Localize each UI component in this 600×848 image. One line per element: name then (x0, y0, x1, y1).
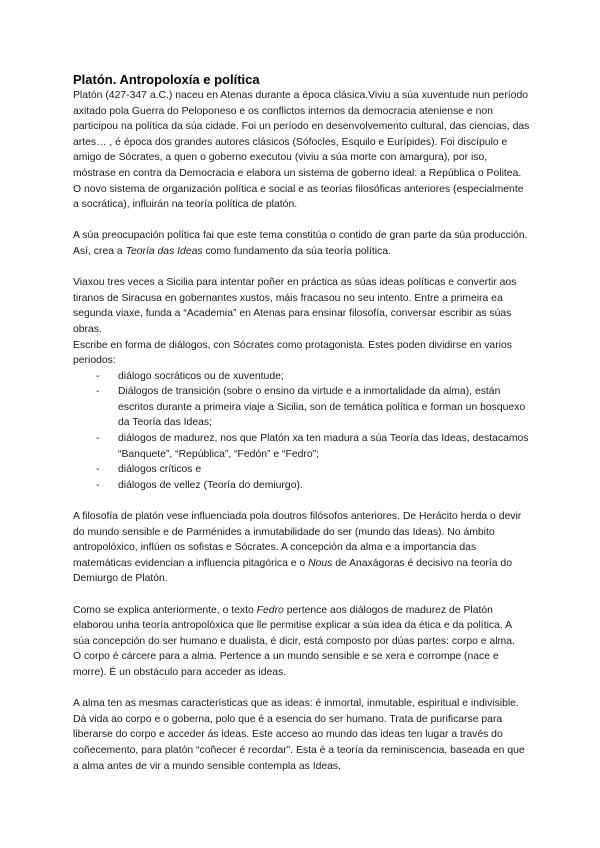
paragraph-body: O corpo é cárcere para a alma. Pertence a un mundo sensible e se xera e corrompe (nace e morre). É un obstáculo para acceder as ideas. (73, 651, 499, 678)
paragraph-political-system: O novo sistema de organización política e social e as teorías filosóficas anteriores (especialmente a socrática), influirán na teoría política de platón. (73, 183, 524, 211)
list-item: - diálogo socráticos ou de xuventude; (73, 369, 531, 385)
paragraph-influences (73, 509, 531, 587)
paragraph-fedro (73, 603, 531, 650)
text-run: pertence aos diálogos de madurez de Platón elaborou unha teoría antropolóxica que lle permitise explicar a súa idea da ética e da política. A súa concepción do ser humano e dualista, é dicir, está composto por dúas partes: corpo e alma. (73, 604, 515, 647)
paragraph-dialogues-intro: Escribe en forma de diálogos, con Sócrates como protagonista. Estes poden dividirse en varios periodos: (73, 339, 512, 367)
document-title: Platón. Antropoloxía e política (73, 72, 260, 87)
emphasis-theory-of-ideas: Teoría das Ideas (125, 245, 203, 257)
paragraph-gap (73, 681, 531, 697)
emphasis-nous: Nous (308, 557, 333, 569)
text-run: de Anaxágoras é decisivo na teoría do Demiurgo de Platón. (73, 557, 512, 585)
emphasis-fedro: Fedro (256, 604, 284, 616)
paragraph-gap (73, 260, 531, 276)
paragraph-soul: A alma ten as mesmas características que as ideas: é inmortal, inmutable, espiritual e indivisible. Dá vida ao corpo e o goberna, polo que é a esencia do ser humano. Trata de purificarse para liberarse do corpo e acceder ás ideas. Este acceso ao mundo das ideas ten lugar a través do coñecemento, para platón “coñecer é recordar”. Esta é a teoría da reminiscencia, baseada en que a alma antes de vir a mundo sensible contempla as Ideas, (73, 698, 525, 772)
document-body (73, 72, 531, 774)
paragraph-gap (73, 213, 531, 229)
paragraph-gap (73, 587, 531, 603)
text-run: Como se explica anteriormente, o texto (73, 604, 257, 616)
paragraph-biography: Platón (427-347 a.C.) naceu en Atenas durante a época clásica.Viviu a súa xuventude nun período axitado pola Guerra do Peloponeso e os conflictos internos da democracia ateniense e non participou na política da súa cidade. Foi un período en desenvolvemento cultural, das ciencias, das artes… , é época dos grandes autores clásicos (Sófocles, Esquilo e Eurípides). Foi discípulo e amigo de Sócrates, a quen o goberno executou (viviu a súa morte con amargura), por iso, móstrase en contra da Democracia e elabora un sistema de goberno ideal: a República o Politea. (73, 90, 530, 179)
list-item: - Diálogos de transición (sobre o ensino da virtude e a inmortalidade da alma), están escritos durante a primeira viaje a Sicilia, son de temática política e forman un bosquexo da Teoría das Ideas; (73, 384, 531, 431)
text-run: A filosofía de platón vese influenciada pola doutros filósofos anteriores. De Herácito herda o devir do mundo sensible e de Parménides a inmutabilidade do ser (mundo das Ideas). No ámbito antropolóxico, inflúen os sofistas e Sócrates. A concepción da alma e a importancia das matemáticas evidencian a influencia pitagórica e o (73, 511, 522, 569)
paragraph-sicily-travels: Viaxou tres veces a Sicilia para intentar poñer en práctica as súas ideas políticas e convertir aos tiranos de Siracusa en gobernantes xustos, máis fracasou no seu intento. Entre a primeira ea segunda viaxe, funda a “Academia” en Atenas para ensinar filosofía, conversar escribir as súas obras. (73, 277, 517, 335)
paragraph-gap (73, 493, 531, 509)
text-run: A súa preocupación política fai que este tema constitúa o contido de gran parte da súa producción. Así, crea a (73, 230, 528, 257)
dialogue-periods-list (73, 369, 531, 494)
text-run: como fundamento da súa teoría política. (202, 245, 391, 257)
list-item: - diálogos de vellez (Teoría do demiurgo). (73, 478, 531, 494)
list-item: - diálogos de madurez, nos que Platón xa ten madura a súa Teoría das Ideas, destacamos “Banquete”, “República”, “Fedón” e “Fedro”; (73, 431, 531, 462)
list-item: - diálogos críticos e (73, 462, 531, 478)
paragraph-political-concern (73, 228, 531, 259)
